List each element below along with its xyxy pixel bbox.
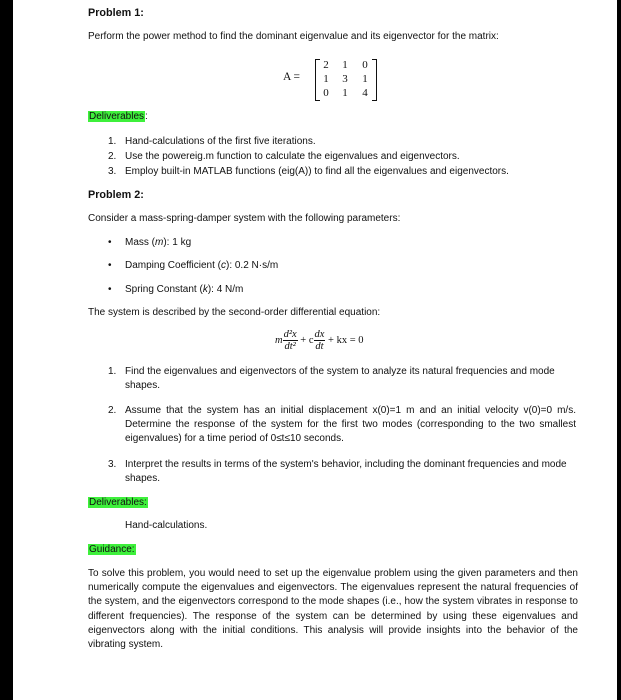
problem1-deliverables-list bbox=[108, 135, 578, 180]
equation-intro: The system is described by the second-order differential equation: bbox=[88, 307, 381, 318]
matrix-cell: 2 bbox=[323, 59, 329, 71]
task-number: 3. bbox=[108, 459, 117, 470]
matrix-cell: 1 bbox=[342, 59, 348, 71]
guidance-highlight-label: Guidance: bbox=[89, 544, 135, 555]
deliverables-heading-1: Deliverables: bbox=[89, 111, 148, 122]
matrix-cell: 1 bbox=[362, 73, 368, 85]
guidance-paragraph: To solve this problem, you would need to set up the eigenvalue problem using the given parameters and then numerically compute the eigenvalues and eigenvectors. The eigenvalues represent the natural frequencies of the system, and the eigenvectors correspond to the mode shapes (i.e., how the system vibrates in response to different frequencies). The response of the system can be determined by using these eigenvalues and eigenvectors along with the initial conditions. This analysis will provide insights into the behavior of the vibrating system. bbox=[88, 568, 578, 651]
matrix-label: A = bbox=[283, 71, 301, 83]
left-dark-edge bbox=[0, 0, 13, 700]
matrix-cell: 3 bbox=[342, 73, 348, 85]
deliverables-highlight-label: Deliverables bbox=[89, 111, 145, 122]
deliverables-text: Hand-calculations. bbox=[125, 520, 208, 531]
problem1-intro: Perform the power method to find the dominant eigenvalue and its eigenvector for the matrix: bbox=[88, 31, 499, 42]
matrix-cell: 4 bbox=[362, 87, 368, 99]
task-number: 2. bbox=[108, 405, 117, 416]
bullet-icon: • bbox=[108, 260, 112, 271]
deliverables-heading-2 bbox=[88, 496, 148, 510]
task-number: 1. bbox=[108, 366, 117, 377]
list-item: 3. Employ built-in MATLAB functions (eig(A)) to find all the eigenvalues and eigenvectors. bbox=[108, 166, 509, 177]
list-item: 2. Use the powereig.m function to calculate the eigenvalues and eigenvectors. bbox=[108, 151, 460, 162]
bullet-icon: • bbox=[108, 284, 112, 295]
bullet-icon: • bbox=[108, 237, 112, 248]
list-item: • Mass (m): 1 kg bbox=[108, 236, 191, 250]
matrix-cell: 0 bbox=[323, 87, 329, 99]
task-item: Find the eigenvalues and eigenvectors of the system to analyze its natural frequencies and mode shapes. bbox=[125, 366, 555, 392]
differential-equation: m $\frac{\text{d²x}}{\text{dt²}}$ + c $\frac{dx}{dt}$ + kx = 0 bbox=[275, 329, 364, 352]
matrix-cell: 0 bbox=[362, 59, 368, 71]
guidance-heading bbox=[88, 543, 136, 557]
list-item: • Spring Constant (k): 4 N/m bbox=[108, 283, 243, 297]
deliverables-highlight-label: Deliverables: bbox=[89, 497, 147, 508]
list-item: • Damping Coefficient (c): 0.2 N·s/m bbox=[108, 259, 278, 273]
problem2-intro: Consider a mass-spring-damper system with the following parameters: bbox=[88, 213, 401, 224]
matrix-right-bracket bbox=[372, 59, 377, 101]
problem1-title: Problem 1: bbox=[88, 7, 144, 19]
right-dark-edge bbox=[617, 0, 621, 700]
task-item: Assume that the system has an initial displacement x(0)=1 m and an initial velocity v(0)=0 m/s. Determine the response of the system for the first two modes (corresponding to the two smallest eigenvalues) for a time period of 0≤t≤10 seconds. bbox=[125, 405, 576, 445]
matrix-cell: 1 bbox=[323, 73, 329, 85]
list-item: 1. Hand-calculations of the first five iterations. bbox=[108, 136, 316, 147]
problem2-title: Problem 2: bbox=[88, 189, 144, 201]
task-item: Interpret the results in terms of the system's behavior, including the dominant frequencies and mode shapes. bbox=[125, 459, 567, 485]
matrix-cell: 1 bbox=[342, 87, 348, 99]
